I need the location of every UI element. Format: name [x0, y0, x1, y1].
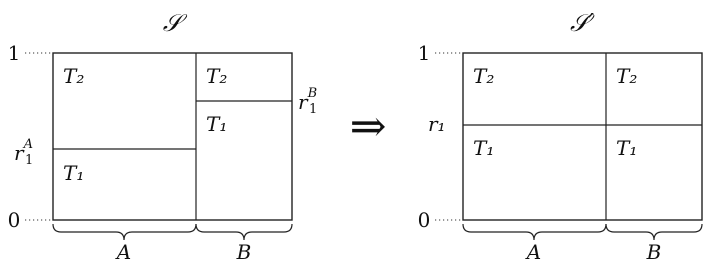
right-a-top-label: T₂ — [473, 64, 495, 88]
left-a-bottom-label: T₁ — [63, 161, 85, 185]
left-split-label-b — [298, 86, 317, 117]
right-y-top-label: 1 — [417, 41, 431, 65]
right-box — [463, 53, 702, 220]
left-y-bottom-label: 0 — [7, 208, 21, 232]
left-split-b-sub: 1 — [309, 102, 318, 117]
left-brace-b — [196, 224, 292, 240]
left-split-a-sup: A — [23, 137, 33, 152]
left-split-b-sup: B — [307, 86, 318, 101]
right-brace-a-label: A — [526, 240, 542, 264]
left-split-label-a — [14, 137, 33, 168]
left-brace-a-label: A — [116, 240, 132, 264]
left-b-bottom-label: T₁ — [206, 112, 228, 136]
left-split-a-base: r — [14, 141, 24, 165]
left-box — [53, 53, 292, 220]
right-b-bottom-label: T₁ — [616, 136, 638, 160]
right-split-label: r₁ — [428, 112, 446, 136]
right-title: 𝒮′ — [569, 9, 595, 37]
right-diagram — [418, 9, 702, 264]
right-brace-b-label: B — [646, 240, 662, 264]
left-diagram — [8, 9, 318, 264]
implies-arrow: ⇒ — [349, 101, 387, 152]
left-brace-b-label: B — [236, 240, 252, 264]
left-a-top-label: T₂ — [63, 64, 85, 88]
left-title: 𝒮 — [162, 9, 182, 37]
right-a-bottom-label: T₁ — [473, 136, 495, 160]
left-brace-a — [53, 224, 196, 240]
right-b-top-label: T₂ — [616, 64, 638, 88]
right-brace-a — [463, 224, 606, 240]
left-b-top-label: T₂ — [206, 64, 228, 88]
right-brace-b — [606, 224, 702, 240]
left-y-top-label: 1 — [7, 41, 21, 65]
right-y-bottom-label: 0 — [417, 208, 431, 232]
left-split-b-base: r — [298, 90, 308, 114]
left-split-a-sub: 1 — [25, 153, 34, 168]
